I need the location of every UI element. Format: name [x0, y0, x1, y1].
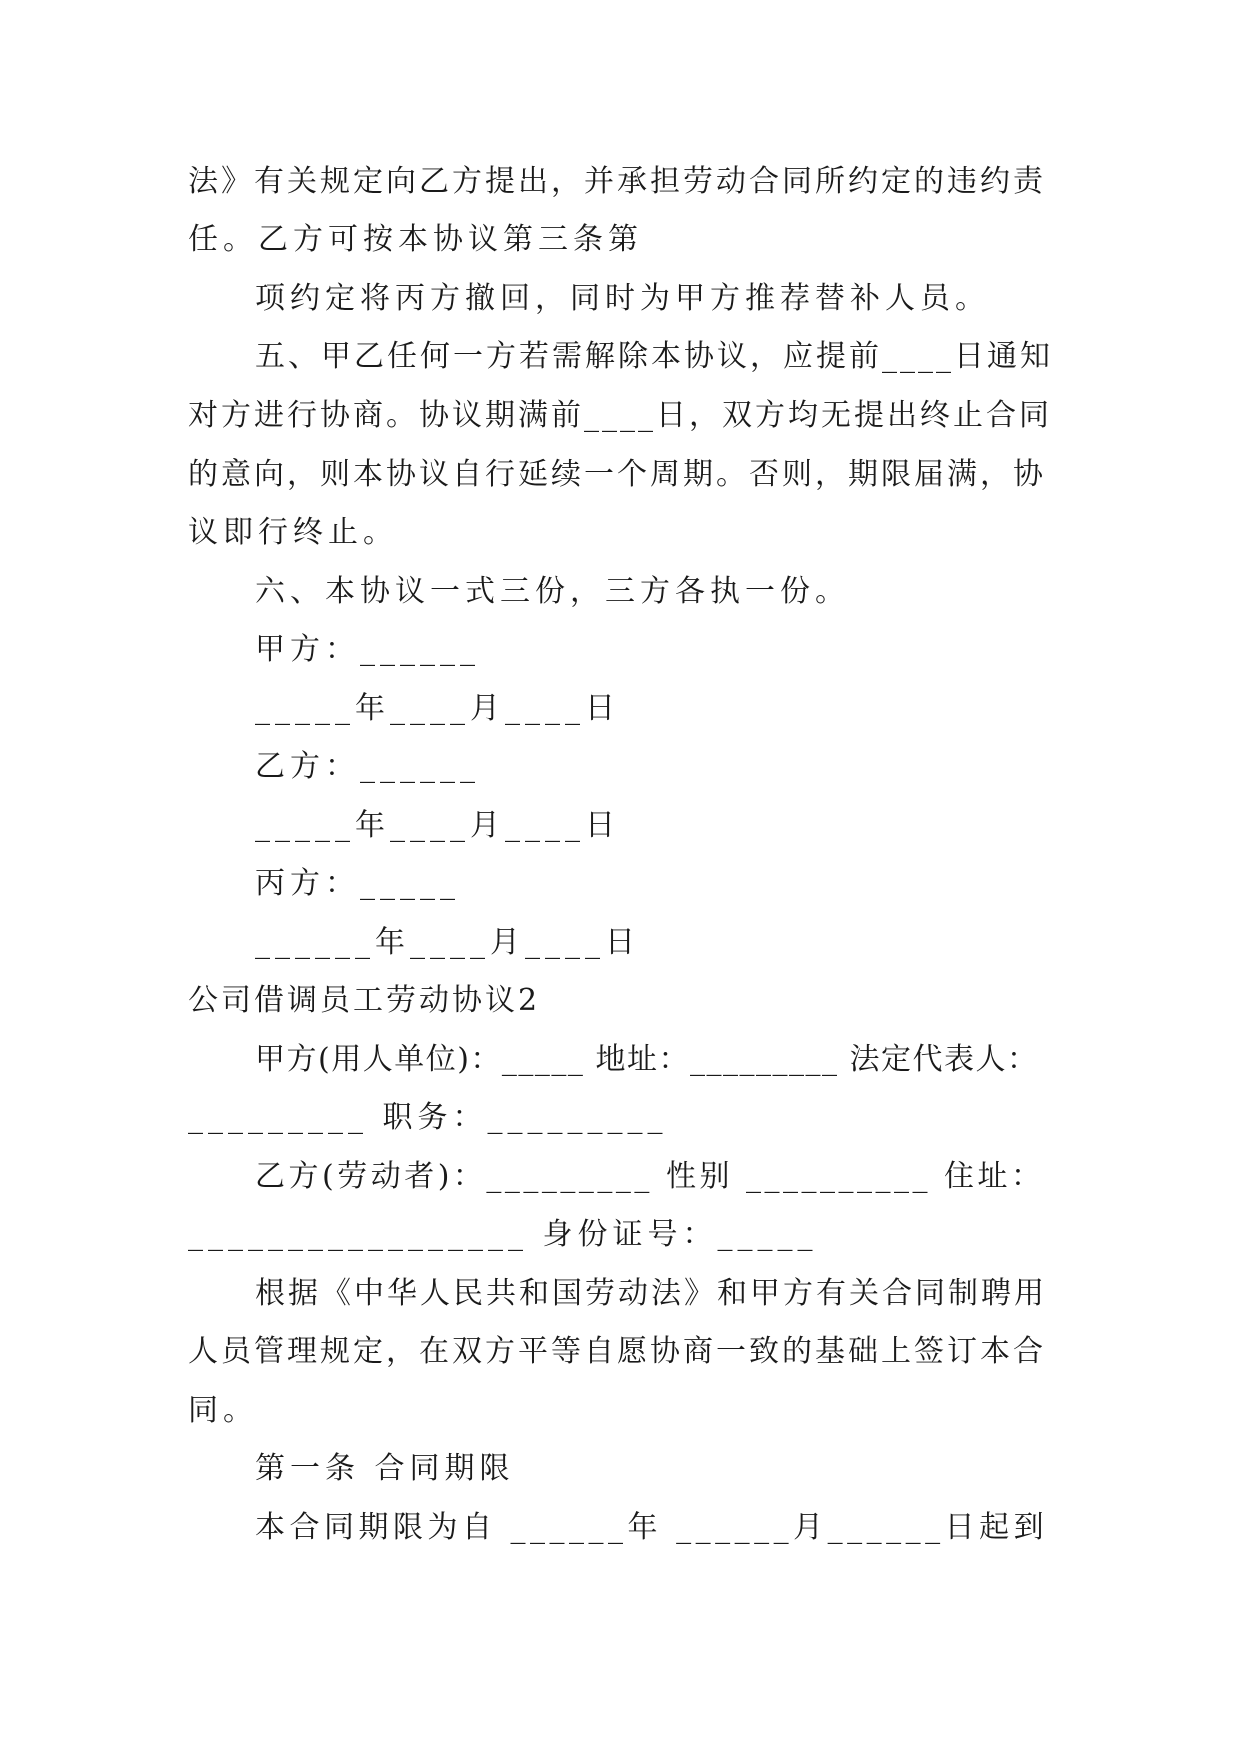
signature-party-a: 甲方：______ [255, 632, 480, 667]
text-line: _________________ 身份证号：_____ [188, 1217, 818, 1252]
text-line: 五、甲乙任何一方若需解除本协议，应提前____日通知 [255, 339, 1053, 374]
date-line: ______年____月____日 [255, 925, 640, 960]
signature-party-c: 丙方：_____ [255, 866, 460, 901]
text-line: 六、本协议一式三份，三方各执一份。 [255, 574, 850, 609]
text-line: _________ 职务：_________ [188, 1100, 668, 1135]
date-line: _____年____月____日 [255, 808, 620, 843]
text-line: 法》有关规定向乙方提出，并承担劳动合同所约定的违约责 [188, 164, 1046, 199]
text-line: 任。乙方可按本协议第三条第 [188, 222, 643, 257]
article-heading: 第一条 合同期限 [255, 1451, 515, 1486]
section-title: 公司借调员工劳动协议2 [188, 983, 541, 1018]
signature-party-b: 乙方：______ [255, 749, 480, 784]
text-line: 甲方(用人单位)：_____ 地址：_________ 法定代表人： [255, 1042, 1039, 1077]
text-line: 人员管理规定，在双方平等自愿协商一致的基础上签订本合 [188, 1334, 1046, 1369]
text-line: 对方进行协商。协议期满前____日，双方均无提出终止合同 [188, 398, 1052, 433]
text-line: 根据《中华人民共和国劳动法》和甲方有关合同制聘用 [255, 1276, 1047, 1311]
text-line: 的意向，则本协议自行延续一个周期。否则，期限届满，协 [188, 457, 1046, 492]
text-line: 本合同期限为自 ______年 ______月______日起到 [255, 1510, 1049, 1545]
text-line: 同。 [188, 1393, 258, 1428]
text-line: 乙方(劳动者)：_________ 性别 __________ 住址： [255, 1159, 1045, 1194]
date-line: _____年____月____日 [255, 691, 620, 726]
text-line: 项约定将丙方撤回，同时为甲方推荐替补人员。 [255, 281, 990, 316]
text-line: 议即行终止。 [188, 515, 398, 550]
